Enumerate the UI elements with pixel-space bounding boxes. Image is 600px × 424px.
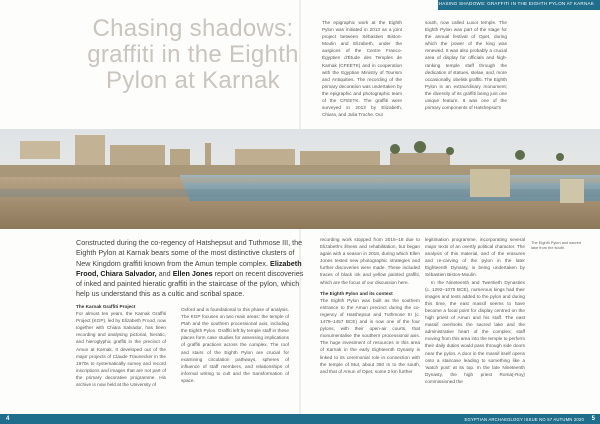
panorama-photo [0, 129, 600, 229]
body-column-d [425, 236, 525, 412]
body-column-c-text: recording work stopped from 2015–18 due to Elizabeth's illness and rehabilitation, but began again with a season in 2018, during which Ellen Jones tested new photographic strategies and further discoveries were made. These included traces of black ink and yellow painted graffiti, which are the focus of our discussion here. [320, 237, 420, 285]
running-title: CHASING SHADOWS: GRAFFITI IN THE EIGHTH PYLON AT KARNAK [435, 1, 594, 6]
karnak-panorama-image [0, 129, 600, 229]
page-number-right: 5 [591, 416, 595, 422]
section-heading-eighth-pylon-context: The Eighth Pylon and its context [320, 290, 393, 296]
standfirst-author-3: Ellen Jones [172, 268, 213, 278]
magazine-footer: EGYPTIAN ARCHAEOLOGY ISSUE NO 57 AUTUMN 2020 [464, 416, 584, 422]
standfirst [76, 238, 306, 300]
top-column-2-text: south, now called Luxor temple. The Eighth Pylon was part of the stage for the annual festival of Opet, during which the power of the king was renewed. It was also probably a crucial area of display for officials and high-ranking temple staff through the dedication of statues, stelae, and, more occasionally, obelisk graffiti. The Eighth Pylon is an extraordinary monument; the diversity of its graffiti being just one unique feature. It was one of the primary components of Hatshepsut's [425, 20, 507, 111]
top-column-2 [425, 19, 507, 123]
running-header-bar [435, 0, 600, 10]
footer-right-bar [300, 414, 600, 424]
article-title: Chasing shadows: graffiti in the Eighth Pylon at Karnak [87, 15, 299, 94]
standfirst-text-2: report on recent discoveries of inked and painted hieratic graffiti in the staircase of the pylon, which help us understand this as a cultic and scribal space. [76, 268, 304, 299]
body-column-c [320, 236, 420, 412]
section-heading-karnak-graffiti-project: The Karnak Graffiti Project [76, 304, 136, 309]
body-column-d-text-2: In the Nineteenth and Twentieth Dynasties (c. 1292–1075 BCE), numerous kings had their images and texts added to the pylon and during this time, the east massif seems to have become a focal point for display centred on the high priest of Amun and his staff. The east massif overlooks the sacred lake and the administrative heart of the complex; staff moving from this area into the temple to perform their daily duties would pass through side doors near the pylon. A door in the massif itself opens onto a staircase leading to something like a 'watch post' at its top. In the late Nineteenth Dynasty, the high priest Roma(-Roy) commissioned the [425, 279, 525, 384]
body-column-b-text: Oxford and is foundational to this phase of analysis. The KGP focuses on two main areas: the temple of Ptah and the southern processional axis, including the Eighth Pylon. Graffiti left by temple staff in these places form case studies for assessing implications of graffiti practices across the complex. The roof and stairs of the Eighth Pylon are crucial for examining circulation pathways, spheres of influence of staff members, and relationships of informal writing to cult and the transformation of space. [181, 307, 289, 383]
top-column-1-text: The epigraphic work at the Eighth Pylon was initiated in 2013 as a joint project between Sébastien Biston-Moulin and Elizabeth, under the auspices of the Centre Franco-Égyptien d'Étude des Temples de Karnak (CFEETK) and in cooperation with the Egyptian Ministry of Tourism and Antiquities. The recording of the primary decoration was undertaken by the epigraphic and photographic team of the CFEETK. The graffiti were surveyed in 2013 by Elizabeth, Chiara, and Julia Troche. Our [322, 20, 402, 118]
body-column-a [76, 299, 166, 411]
standfirst-and: and [156, 268, 173, 278]
footer-left-bar [0, 414, 300, 424]
body-column-b [181, 306, 289, 410]
body-column-c-text-2: The Eighth Pylon was built as the southern entrance to the Amun precinct during the co-regency of Hatshepsut and Tuthmose III (c. 1479–1457 BCE) and is now one of the four pylons, with their open-air courts, that monumentalise the southern processional axis. The huge investment of resources in this area of Karnak in the early Eighteenth Dynasty is linked to its ceremonial role in connection with the temple of Mut, about 350 m to the south, and that of Amun of Opet, some 2 km further [320, 297, 420, 374]
body-column-a-text: For almost ten years, the Karnak Graffiti Project (KGP), led by Elizabeth Frood, now together with Chiara Salvador, has been recording and analysing pictorial, hieratic, and hieroglyphic graffiti in the precinct of Amun at Karnak. It developed out of the major projects of Claude Traunecker in the 1970s to systematically survey and record inscriptions and images that are not part of the primary decorative programme. His archive is now held at the University of [76, 311, 166, 388]
standfirst-authors: Elizabeth Frood, Chiara Salvador, [76, 258, 302, 278]
page-number-left: 4 [6, 416, 10, 422]
top-column-1 [322, 19, 402, 123]
standfirst-text-1: Constructed during the co-regency of Hatshepsut and Tuthmose III, the Eighth Pylon at Karnak bears some of the most distinctive clusters of New Kingdom graffiti known from the Amun temple complex. [76, 238, 303, 268]
photo-caption: The Eighth Pylon and sacred lake from the south. [531, 240, 581, 250]
body-column-d-text: legitimation programme, incorporating several major texts of an overtly political character. The analysis of this material, and of the erasures and re-carving of the pylon in the later Eighteenth Dynasty, is being undertaken by Sébastien Biston-Moulin. [425, 237, 525, 278]
